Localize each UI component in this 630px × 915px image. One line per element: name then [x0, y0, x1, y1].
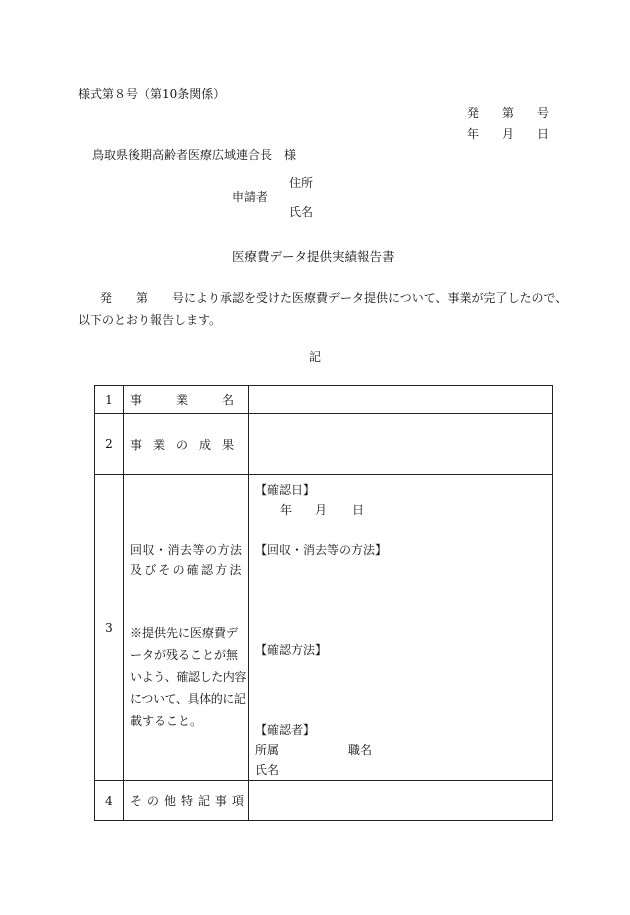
char: 事 — [130, 437, 143, 452]
table-row — [95, 414, 553, 475]
document-date — [467, 127, 549, 141]
confirmer-name-label: 氏名 — [255, 763, 280, 777]
item-line-1: 回収・消去等の方法 — [130, 543, 243, 557]
note-line: について、具体的に記 — [130, 692, 246, 706]
applicant-address-label: 住所 — [289, 176, 314, 190]
doc-date-day: 日 — [536, 127, 549, 141]
note-line: いよう、確認した内容 — [130, 670, 247, 684]
doc-number-dai: 第 — [501, 106, 514, 120]
char: 成 — [198, 437, 211, 452]
table-row — [95, 781, 553, 821]
document-title: 医療費データ提供実績報告書 — [232, 249, 395, 264]
form-number: 様式第８号（第10条関係） — [78, 87, 226, 101]
note-line: 載すること。 — [130, 714, 203, 728]
addressee: 鳥取県後期高齢者医療広域連合長 様 — [92, 148, 297, 162]
char: 名 — [221, 393, 234, 407]
char: の — [146, 794, 159, 808]
note-line: ータが残ることが無 — [130, 648, 239, 662]
position-label: 職名 — [348, 743, 373, 757]
report-table — [94, 385, 553, 821]
body-dai: 第 — [136, 291, 149, 305]
row-number: 4 — [95, 781, 124, 821]
doc-number-issuer: 発 — [467, 106, 480, 120]
char: 特 — [180, 794, 193, 808]
item-project-results — [124, 414, 249, 475]
method-label: 【回収・消去等の方法】 — [255, 543, 388, 557]
doc-date-month: 月 — [501, 127, 514, 141]
char: 記 — [197, 794, 210, 808]
confirm-date-day: 日 — [352, 503, 365, 517]
row-number: 3 — [95, 475, 124, 781]
char: 果 — [221, 437, 234, 452]
confirm-date-label: 【確認日】 — [255, 483, 316, 497]
confirm-date-month: 月 — [315, 503, 328, 517]
char: 業 — [175, 393, 188, 407]
char: 事 — [214, 794, 227, 808]
body-text: 号により承認を受けた医療費データ提供について、事業が完了したので、 — [172, 291, 568, 305]
value-disposal-method[interactable] — [249, 475, 553, 781]
char: 業 — [152, 437, 165, 452]
table-row — [95, 386, 553, 414]
value-project-results[interactable] — [249, 414, 553, 475]
applicant-label: 申請者 — [232, 190, 269, 204]
char: そ — [130, 794, 143, 808]
ki-heading: 記 — [309, 350, 322, 364]
value-project-name[interactable] — [249, 386, 553, 414]
body-line-1 — [100, 291, 567, 305]
row-number: 2 — [95, 414, 124, 475]
char: の — [175, 437, 188, 452]
row-number: 1 — [95, 386, 124, 414]
applicant-name-label: 氏名 — [289, 205, 314, 219]
item-project-name — [124, 386, 249, 414]
item-line-2: 及びその確認方法 — [130, 563, 244, 577]
confirmer-label: 【確認者】 — [255, 723, 316, 737]
char: 他 — [163, 794, 176, 808]
document-number — [467, 106, 549, 120]
affiliation-label: 所属 — [255, 743, 280, 757]
char: 事 — [130, 393, 143, 407]
confirm-date-year: 年 — [280, 503, 293, 517]
item-other-notes — [124, 781, 249, 821]
char: 項 — [231, 794, 244, 808]
confirm-method-label: 【確認方法】 — [255, 643, 328, 657]
item-disposal-method — [124, 475, 249, 781]
doc-number-go: 号 — [536, 106, 549, 120]
body-line-2: 以下のとおり報告します。 — [78, 313, 222, 327]
doc-date-year: 年 — [467, 127, 480, 141]
value-other-notes[interactable] — [249, 781, 553, 821]
note-line: ※提供先に医療費デ — [130, 626, 239, 640]
table-row — [95, 475, 553, 781]
body-issuer: 発 — [100, 291, 113, 305]
